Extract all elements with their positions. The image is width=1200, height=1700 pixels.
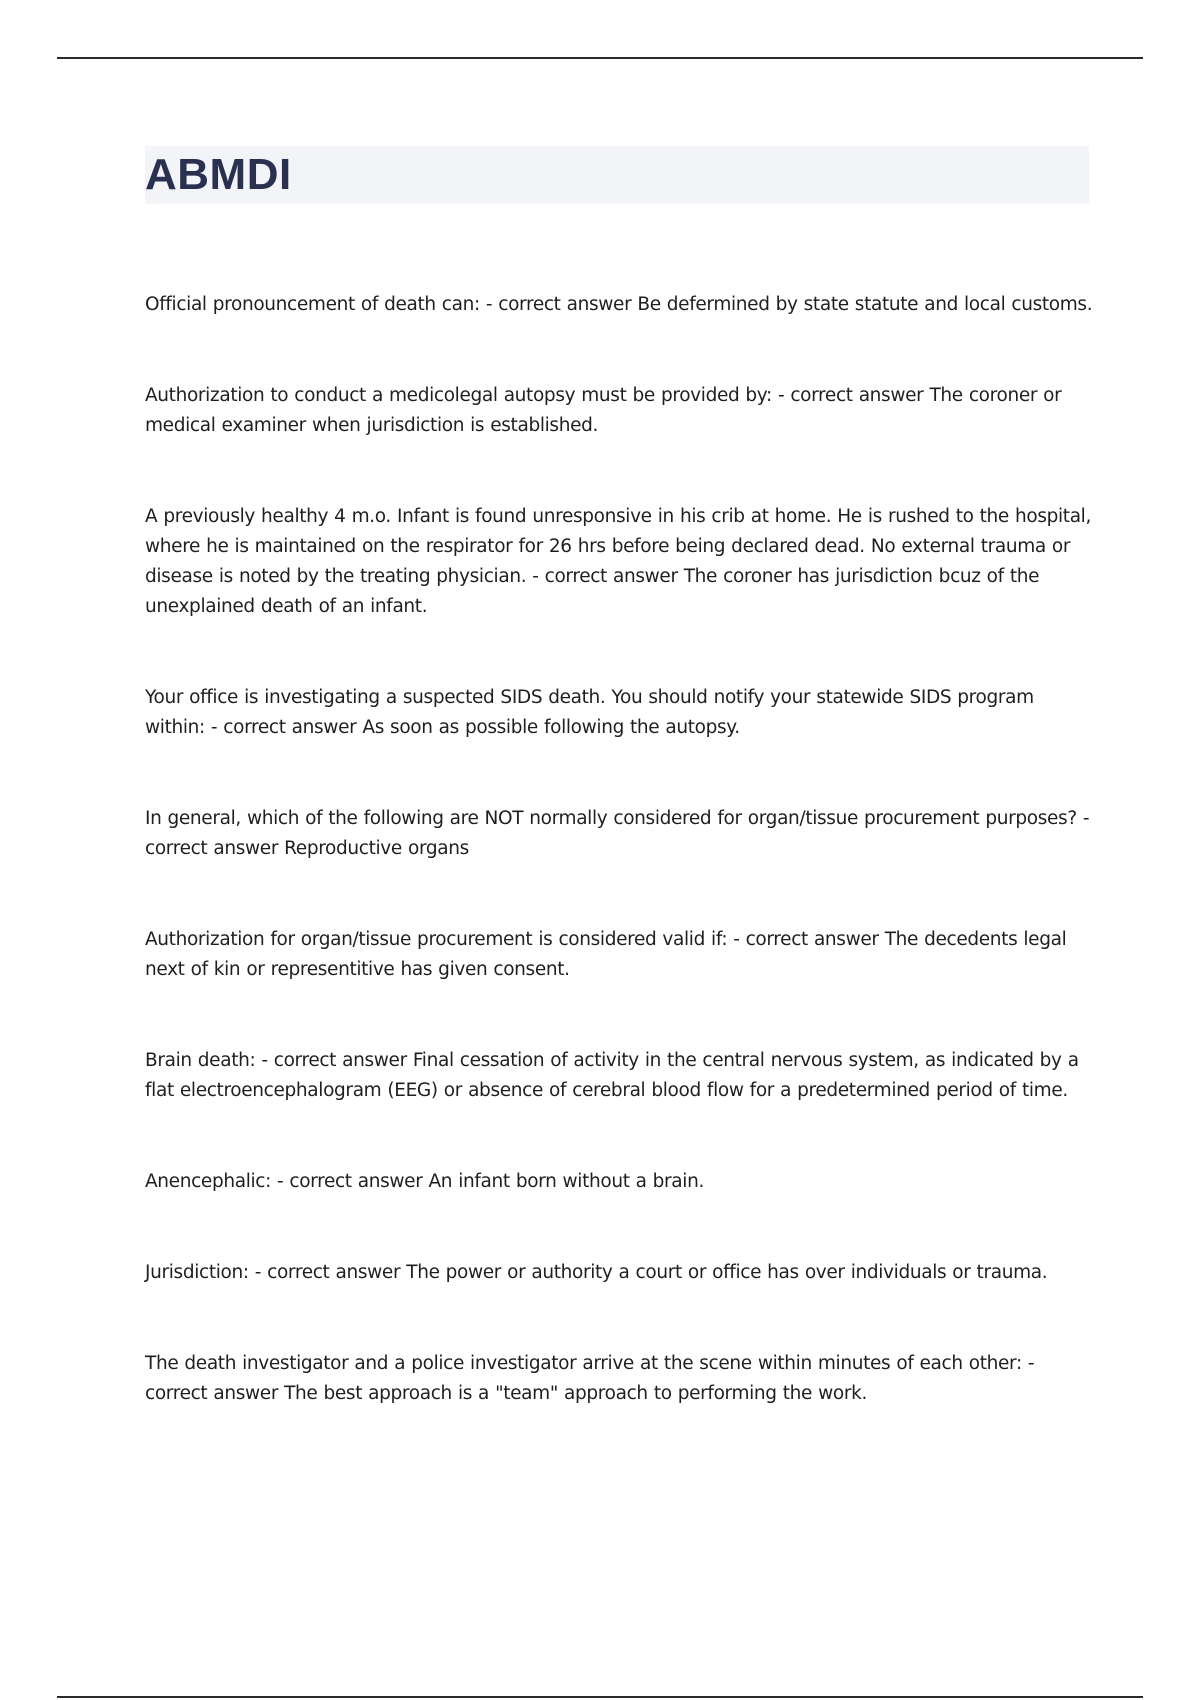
answer-text: Reproductive organs bbox=[284, 838, 469, 859]
footer-rule bbox=[57, 1696, 1143, 1698]
qa-item bbox=[145, 381, 1095, 441]
question-text: The death investigator and a police investigator arrive at the scene within minutes of each other: bbox=[145, 1353, 1022, 1374]
question-text: A previously healthy 4 m.o. Infant is found unresponsive in his crib at home. He is rushed to the hospital, where he is maintained on the respirator for 26 hrs before being declared dead. No external trauma or disease is noted by the treating physician. bbox=[145, 506, 1092, 587]
answer-text: The power or authority a court or office has over individuals or trauma. bbox=[406, 1262, 1048, 1283]
qa-list bbox=[145, 290, 1095, 1470]
answer-text: The best approach is a "team" approach to performing the work. bbox=[284, 1383, 867, 1404]
answer-text: The coroner has jurisdiction bcuz of the unexplained death of an infant. bbox=[145, 566, 1040, 617]
answer-separator: - correct answer bbox=[145, 808, 1090, 859]
question-text: Authorization to conduct a medicolegal autopsy must be provided by: bbox=[145, 385, 772, 406]
answer-separator: - correct answer bbox=[204, 717, 363, 738]
header-rule bbox=[57, 57, 1143, 59]
qa-item bbox=[145, 925, 1095, 985]
answer-separator: - correct answer bbox=[248, 1262, 407, 1283]
qa-item bbox=[145, 1349, 1095, 1409]
qa-item bbox=[145, 502, 1095, 622]
answer-text: The decedents legal next of kin or representitive has given consent. bbox=[145, 929, 1067, 980]
qa-item bbox=[145, 1167, 1095, 1197]
answer-separator: - correct answer bbox=[145, 1353, 1035, 1404]
qa-item bbox=[145, 1046, 1095, 1106]
question-text: In general, which of the following are NOT normally considered for organ/tissue procurement purposes? bbox=[145, 808, 1077, 829]
qa-item bbox=[145, 804, 1095, 864]
question-text: Anencephalic: bbox=[145, 1171, 271, 1192]
answer-separator: - correct answer bbox=[771, 385, 930, 406]
question-text: Official pronouncement of death can: bbox=[145, 294, 480, 315]
answer-text: An infant born without a brain. bbox=[428, 1171, 704, 1192]
answer-separator: - correct answer bbox=[255, 1050, 413, 1071]
qa-item bbox=[145, 290, 1095, 320]
question-text: Your office is investigating a suspected SIDS death. You should notify your statewide SIDS program within: bbox=[145, 687, 1034, 738]
answer-separator: - correct answer bbox=[727, 929, 885, 950]
question-text: Jurisdiction: bbox=[145, 1262, 249, 1283]
answer-separator: - correct answer bbox=[270, 1171, 429, 1192]
answer-separator: - correct answer bbox=[479, 294, 638, 315]
answer-text: Be defermined by state statute and local customs. bbox=[637, 294, 1093, 315]
answer-text: The coroner or medical examiner when jurisdiction is established. bbox=[145, 385, 1062, 436]
answer-text: As soon as possible following the autopsy. bbox=[362, 717, 740, 738]
answer-separator: - correct answer bbox=[526, 566, 684, 587]
question-text: Authorization for organ/tissue procurement is considered valid if: bbox=[145, 929, 728, 950]
qa-item bbox=[145, 683, 1095, 743]
answer-text: Final cessation of activity in the central nervous system, as indicated by a flat electroencephalogram (EEG) or absence of cerebral blood flow for a predetermined period of time. bbox=[145, 1050, 1079, 1101]
question-text: Brain death: bbox=[145, 1050, 256, 1071]
document-title: ABMDI bbox=[145, 150, 292, 199]
qa-item bbox=[145, 1258, 1095, 1288]
